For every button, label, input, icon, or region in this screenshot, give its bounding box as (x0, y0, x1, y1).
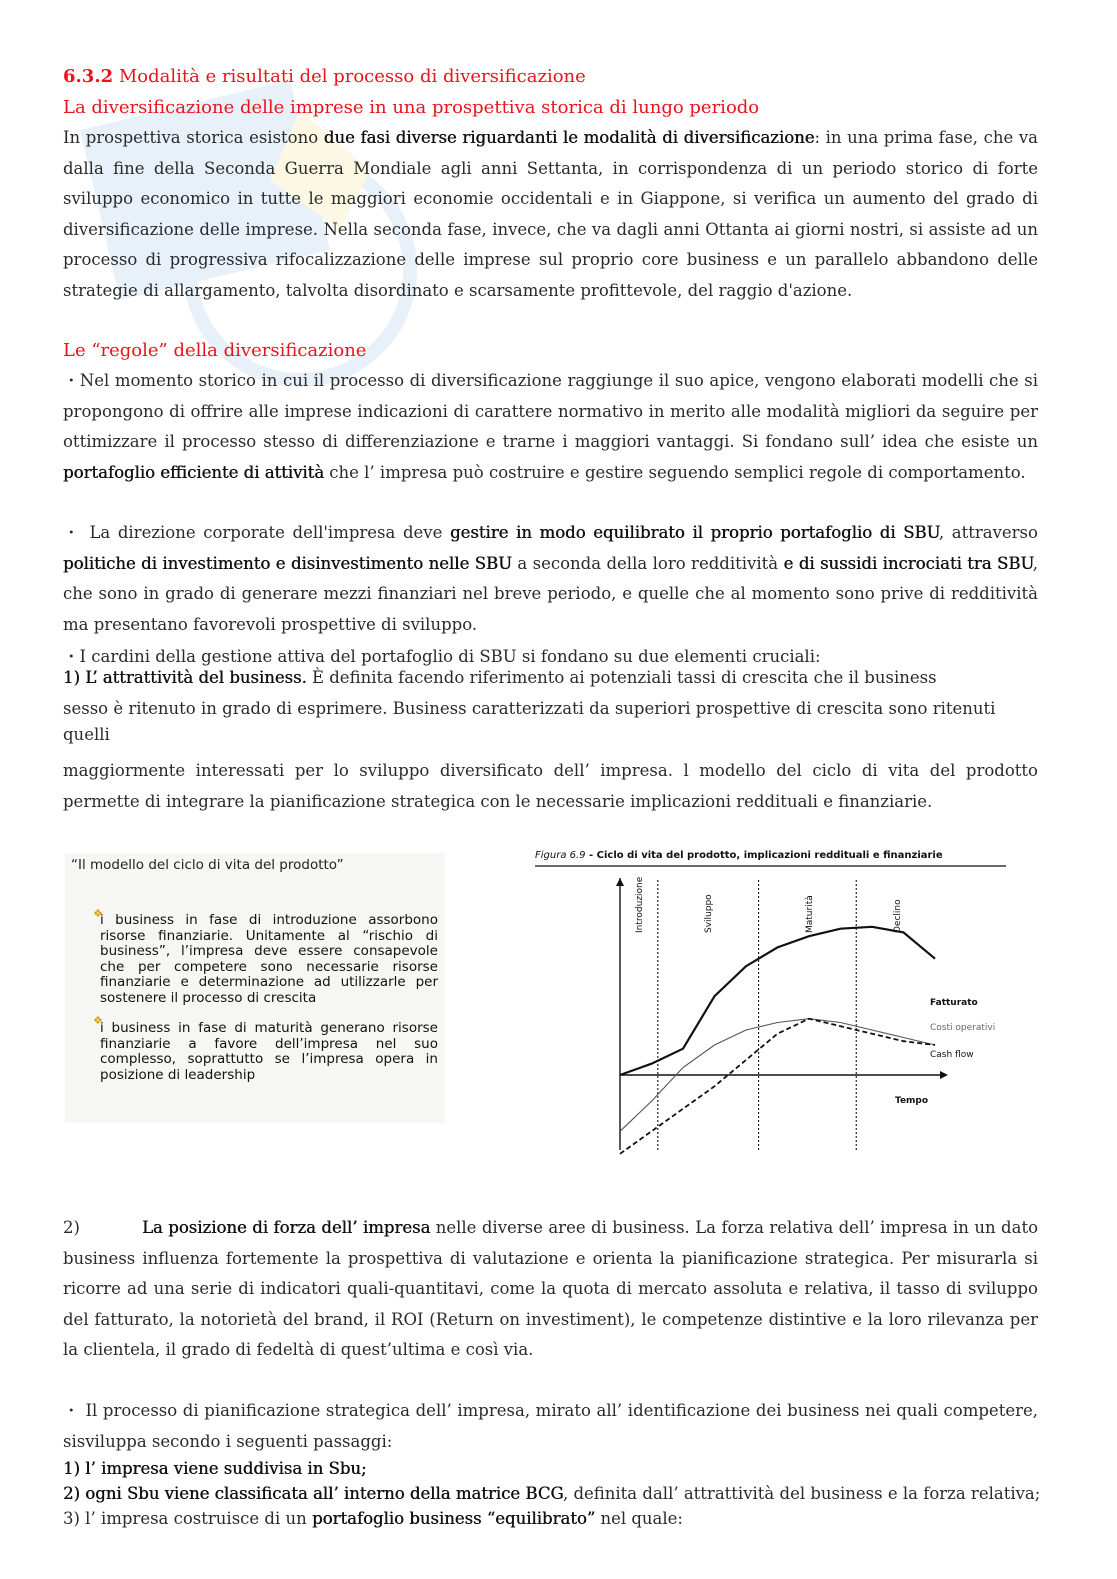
item1-line1 (63, 668, 937, 687)
paragraph-text: nelle diverse aree di business. La forza relativa dell’ impresa in un dato business influenza fortemente la prospettiva di valutazione e orienta la pianificazione strategica. Per misurarla si ricorre ad una serie di indicatori quali-quantitavi, come la quota di mercato assoluta e relativa, il tasso di sviluppo del fatturato, la notorietà del brand, il ROI (Return on investiment), le competenze distintive e la loro rilevanza per la clientela, il grado di fedeltà di quest’ultima e così via. (63, 1218, 1039, 1359)
paragraph-text: a seconda della loro redditività (511, 553, 784, 573)
bold-text: portafoglio efficiente di attività (63, 462, 325, 482)
bold-text: portafoglio business “equilibrato” (312, 1509, 596, 1528)
series-line-cash-flow (620, 1019, 935, 1154)
paragraph-text: In prospettiva storica esistono (63, 128, 324, 147)
legend-label: Fatturato (930, 998, 978, 1008)
phase-label: Sviluppo (704, 894, 715, 933)
paragraph-text: È definita facendo riferimento ai potenziali tassi di crescita che il business (306, 668, 937, 687)
bold-text: politiche di investimento e disinvestimento nelle SBU (63, 553, 512, 573)
paragraph-historical (63, 123, 1038, 306)
bold-text: 2) ogni Sbu viene classificata all’ interno della matrice BCG (63, 1484, 563, 1503)
chart-title-rest: - Ciclo di vita del prodotto, implicazioni reddituali e finanziarie (585, 850, 943, 861)
paragraph-text: : in una prima fase, che va dalla fine della Seconda Guerra Mondiale agli anni Settanta, in corrispondenza di un periodo storico di forte sviluppo economico in tutte le maggiori economie occidentali e in Giappone, si verifica un aumento del grado di diversificazione delle imprese. Nella seconda fase, invece, che va dagli anni Ottanta ai giorni nostri, si assiste ad un processo di progressiva rifocalizzazione delle imprese sul proprio core business e un parallelo abbandono delle strategie di allargamento, talvolta disordinato e scarsamente profittevole, del raggio d'azione. (63, 128, 1038, 300)
item1-line3: quelli (63, 725, 110, 744)
paragraph-rules-2 (63, 518, 1038, 640)
subheading-rules: Le “regole” della diversificazione (63, 340, 367, 361)
paragraph-text: , che sono in grado di generare mezzi finanziari nel breve periodo, e quelle che al momento sono prive di redditività ma presentano favorevoli prospettive di sviluppo. (63, 553, 1038, 634)
figure-bullet-1: i business in fase di introduzione assorbono risorse finanziarie. Unitamente al “rischio di business”, l’impresa deve essere consapevole che per competere sono necessarie risorse finanziarie e determinazione ad utilizzarle per sostenere il processo di crescita (100, 912, 438, 1006)
step-3 (63, 1509, 683, 1528)
diamond-bullet-icon: ❖ (93, 907, 103, 920)
bold-text: 1) L’ attrattività del business. (63, 668, 307, 687)
chart-title-prefix: Figura 6.9 (535, 850, 586, 861)
item1-rest: maggiormente interessati per lo sviluppo diversificato dell’ impresa. l modello del ciclo di vita del prodotto permette di integrare la pianificazione strategica con le necessarie implicazioni reddituali e finanziarie. (63, 761, 1038, 811)
section-number: 6.3.2 (63, 66, 114, 87)
figure-lifecycle-model (65, 853, 445, 1123)
step-2 (63, 1484, 1040, 1503)
chart-title (535, 850, 943, 861)
paragraph-cardini: ・I cardini della gestione attiva del portafoglio di SBU si fondano su due elementi cruciali: (63, 647, 821, 666)
x-axis-arrow (940, 1071, 948, 1079)
paragraph-text: , attraverso (938, 523, 1038, 542)
bold-text: La posizione di forza dell’ impresa (141, 1218, 431, 1237)
item-number: 2) (63, 1218, 80, 1237)
paragraph-planning: ・ Il processo di pianificazione strategica dell’ impresa, mirato all’ identificazione dei business nei quali competere, sisviluppa secondo i seguenti passaggi: (63, 1401, 1038, 1451)
bold-text: e di sussidi incrociati tra SBU (783, 553, 1033, 573)
lifecycle-chart (530, 840, 1030, 1160)
y-axis-arrow (616, 878, 624, 886)
figure-left-title: “Il modello del ciclo di vita del prodotto” (71, 857, 344, 873)
figure-bullet-2: i business in fase di maturità generano risorse finanziarie a favore dell’impresa nel suo complesso, soprattutto se l’impresa opera in posizione di leadership (100, 1020, 438, 1083)
bold-text: gestire in modo equilibrato il proprio portafoglio di SBU (449, 523, 939, 542)
series-line-fatturato (620, 927, 935, 1075)
subheading-historical: La diversificazione delle imprese in una prospettiva storica di lungo periodo (63, 97, 760, 118)
section-heading (63, 64, 586, 90)
step-1 (63, 1459, 366, 1478)
item2-paragraph (63, 1213, 1038, 1366)
bold-text: due fasi diverse riguardanti le modalità di diversificazione (323, 128, 815, 147)
paragraph-text: ・Nel momento storico in cui il processo di diversificazione raggiunge il suo apice, vengono elaborati modelli che si propongono di offrire alle imprese indicazioni di carattere normativo in merito alle modalità migliori da seguire per ottimizzare il processo stesso di differenziazione e trarne i maggiori vantaggi. Si fondano sull’ idea che esiste un (63, 371, 1038, 451)
phase-label: Introduzione (634, 876, 645, 933)
paragraph-text: ・ La direzione corporate dell'impresa deve (63, 523, 450, 542)
paragraph-text: , definita dall’ attrattività del business e la forza relativa; (562, 1484, 1041, 1503)
paragraph-text: che l’ impresa può costruire e gestire seguendo semplici regole di comportamento. (324, 462, 1026, 482)
paragraph-rules-1 (63, 366, 1038, 488)
legend-label: Costi operativi (930, 1023, 996, 1033)
section-title: Modalità e risultati del processo di diversificazione (118, 66, 586, 87)
paragraph-text: 3) l’ impresa costruisce di un (63, 1509, 312, 1528)
x-axis-label: Tempo (895, 1096, 929, 1106)
item1-line2: sesso è ritenuto in grado di esprimere. Business caratterizzati da superiori prospettive di crescita sono ritenuti (63, 699, 996, 718)
phase-label: Maturità (805, 895, 815, 933)
legend-label: Cash flow (930, 1050, 974, 1060)
diamond-bullet-icon: ❖ (93, 1014, 103, 1027)
phase-label: Declino (893, 899, 904, 933)
paragraph-text: nel quale: (595, 1509, 683, 1528)
bold-text: 1) l’ impresa viene suddivisa in Sbu; (63, 1459, 367, 1478)
